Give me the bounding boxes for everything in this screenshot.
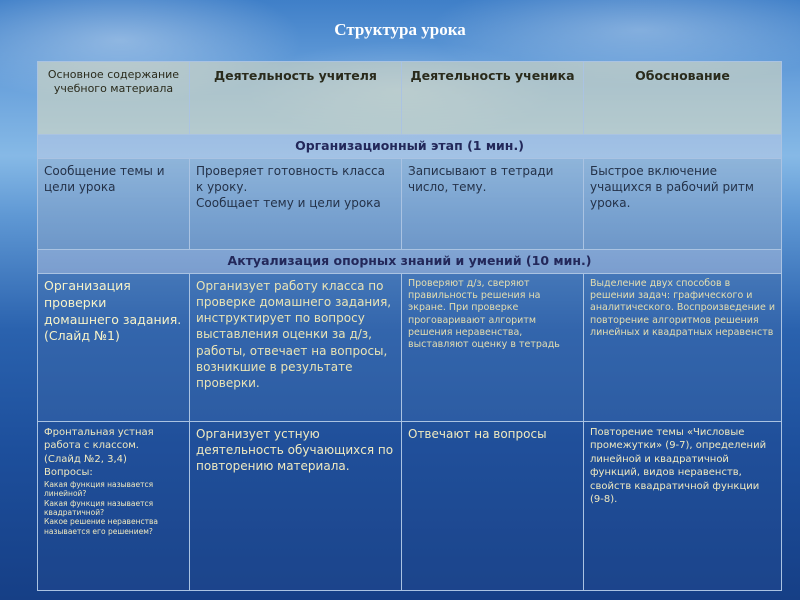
stage-actual-label: Актуализация опорных знаний и умений (10 мин.): [38, 249, 782, 273]
row2-reason: Выделение двух способов в решении задач: графического и аналитического. Воспроизведение и повторение алгоритмов решения линейных и квадратных неравенств: [584, 273, 782, 421]
row1-student: Записывают в тетради число, тему.: [402, 158, 584, 249]
row1-teacher-line2: Сообщает тему и цели урока: [196, 196, 381, 211]
row3-reason: Повторение темы «Числовые промежутки» (9-7), определений линейной и квадратичной функций, видов неравенств, свойств квадратичной функции (9-8).: [584, 421, 782, 590]
row1-content: Сообщение темы и цели урока: [38, 158, 190, 249]
header-row: [38, 62, 782, 135]
row3-question-2: Какая функция называется квадратичной?: [44, 498, 154, 517]
page-title: Структура урока: [334, 20, 466, 39]
row3-teacher: Организует устную деятельность обучающихся по повторению материала.: [190, 421, 402, 590]
row3-content-line1: Фронтальная устная работа с классом.: [44, 426, 154, 452]
row3-content: [38, 421, 190, 590]
header-teacher: Деятельность учителя: [190, 62, 402, 135]
row2-teacher: Организует работу класса по проверке домашнего задания, инструктирует по вопросу выставления оценки за д/з, работы, отвечает на вопросы, возникшие в результате проверки.: [190, 273, 402, 421]
row3-content-line3: Вопросы:: [44, 467, 93, 479]
row1-teacher-line1: Проверяет готовность класса к уроку.: [196, 163, 385, 195]
row2-student: Проверяют д/з, сверяют правильность решения на экране. При проверке проговаривают алгоритм решения неравенства, выставляют оценку в тетрадь: [402, 273, 584, 421]
table-row: [38, 273, 782, 421]
row3-question-3: Какое решение неравенства называется его решением?: [44, 517, 158, 536]
row1-reason: Быстрое включение учащихся в рабочий ритм урока.: [584, 158, 782, 249]
row1-teacher: [190, 158, 402, 249]
stage-row-org: [38, 135, 782, 159]
row3-content-line2: (Слайд №2, 3,4): [44, 453, 127, 465]
header-student: Деятельность ученика: [402, 62, 584, 135]
header-content: Основное содержание учебного материала: [38, 62, 190, 135]
stage-row-actual: [38, 249, 782, 273]
header-reason: Обоснование: [584, 62, 782, 135]
row3-student: Отвечают на вопросы: [402, 421, 584, 590]
table-row: [38, 158, 782, 249]
table-row: [38, 421, 782, 590]
row3-question-1: Какая функция называется линейной?: [44, 479, 154, 499]
stage-org-label: Организационный этап (1 мин.): [38, 135, 782, 159]
lesson-structure-table: [37, 61, 782, 591]
row2-content: Организация проверки домашнего задания. (Слайд №1): [38, 273, 190, 421]
